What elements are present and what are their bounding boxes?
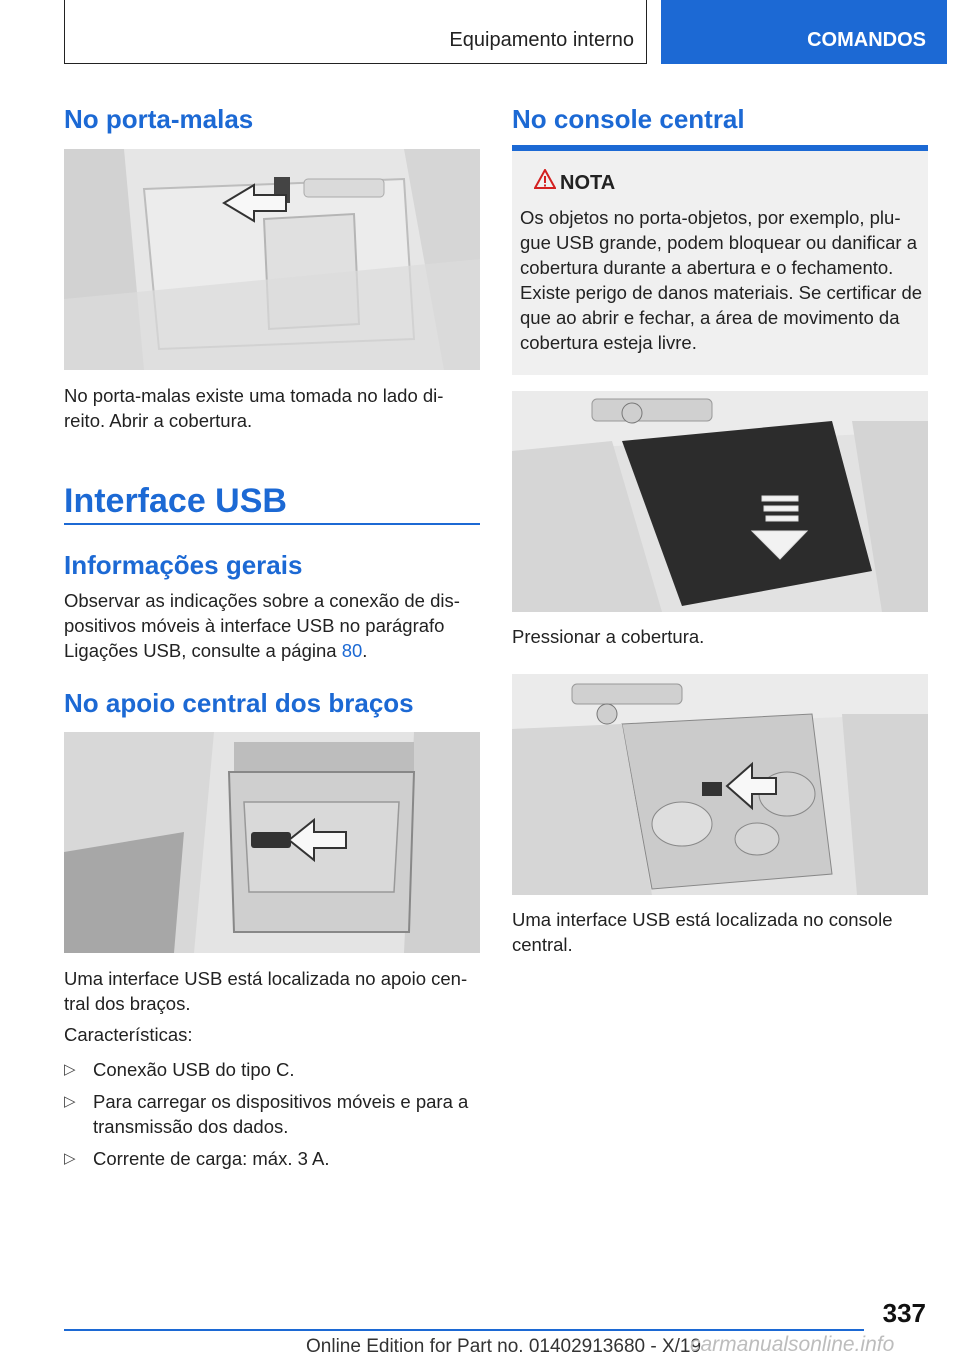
warning-triangle-icon (534, 169, 556, 189)
watermark: carmanualsonline.info (690, 1333, 895, 1356)
features-label: Características: (64, 1024, 193, 1045)
console-text: Uma interface USB está localizada no console central. (512, 909, 893, 955)
console-heading: No console central (512, 104, 745, 134)
note-text: Os objetos no porta-objetos, por exemplo, plu-gue USB grande, podem bloquear ou danificar a cobertura durante a abertura e o fechamento. Existe perigo de danos materiais. Se certificar de que ao abrir e fechar, a área de movimento da cobertura esteja livre. (520, 207, 923, 353)
header-section-box (64, 0, 647, 64)
bullet-triangle-icon: ▷ (64, 1061, 76, 1078)
note-top-bar (512, 145, 928, 151)
general-heading: Informações gerais (64, 550, 303, 580)
armrest-text: Uma interface USB está localizada no apoio cen-tral dos braços. (64, 968, 468, 1014)
general-text-end: . (362, 640, 368, 661)
feature-text: Conexão USB do tipo C. (93, 1059, 295, 1080)
armrest-usb-illustration (64, 732, 480, 953)
page-link[interactable]: 80 (341, 640, 363, 661)
usb-heading-rule (64, 523, 480, 525)
header-chapter-title: COMANDOS (807, 29, 926, 51)
feature-item (64, 1089, 484, 1139)
general-text-body: Observar as indicações sobre a conexão de dis-positivos móveis à interface USB no parágrafo Ligações USB, consulte a página (64, 590, 460, 661)
header-section-title: Equipamento interno (449, 29, 634, 51)
usb-heading: Interface USB (64, 482, 287, 520)
feature-text: Para carregar os dispositivos móveis e para a transmissão dos dados. (93, 1091, 469, 1137)
page-number: 337 (882, 1298, 926, 1328)
header-chapter-tab (661, 0, 947, 64)
general-text (64, 588, 484, 663)
trunk-heading: No porta-malas (64, 104, 254, 134)
feature-item (64, 1057, 484, 1082)
trunk-socket-illustration (64, 149, 480, 370)
trunk-text: No porta-malas existe uma tomada no lado di-reito. Abrir a cobertura. (64, 385, 444, 431)
edition-line: Online Edition for Part no. 01402913680 - X/19 (306, 1336, 702, 1357)
armrest-heading: No apoio central dos braços (64, 688, 414, 718)
footer-rule (64, 1329, 864, 1331)
console-cover-illustration (512, 391, 928, 612)
feature-text: Corrente de carga: máx. 3 A. (93, 1148, 330, 1169)
console-usb-illustration (512, 674, 928, 895)
note-box (512, 145, 928, 375)
press-text: Pressionar a cobertura. (512, 626, 705, 647)
feature-item (64, 1146, 484, 1171)
bullet-triangle-icon: ▷ (64, 1150, 76, 1167)
bullet-triangle-icon: ▷ (64, 1093, 76, 1110)
note-title: NOTA (560, 172, 616, 194)
